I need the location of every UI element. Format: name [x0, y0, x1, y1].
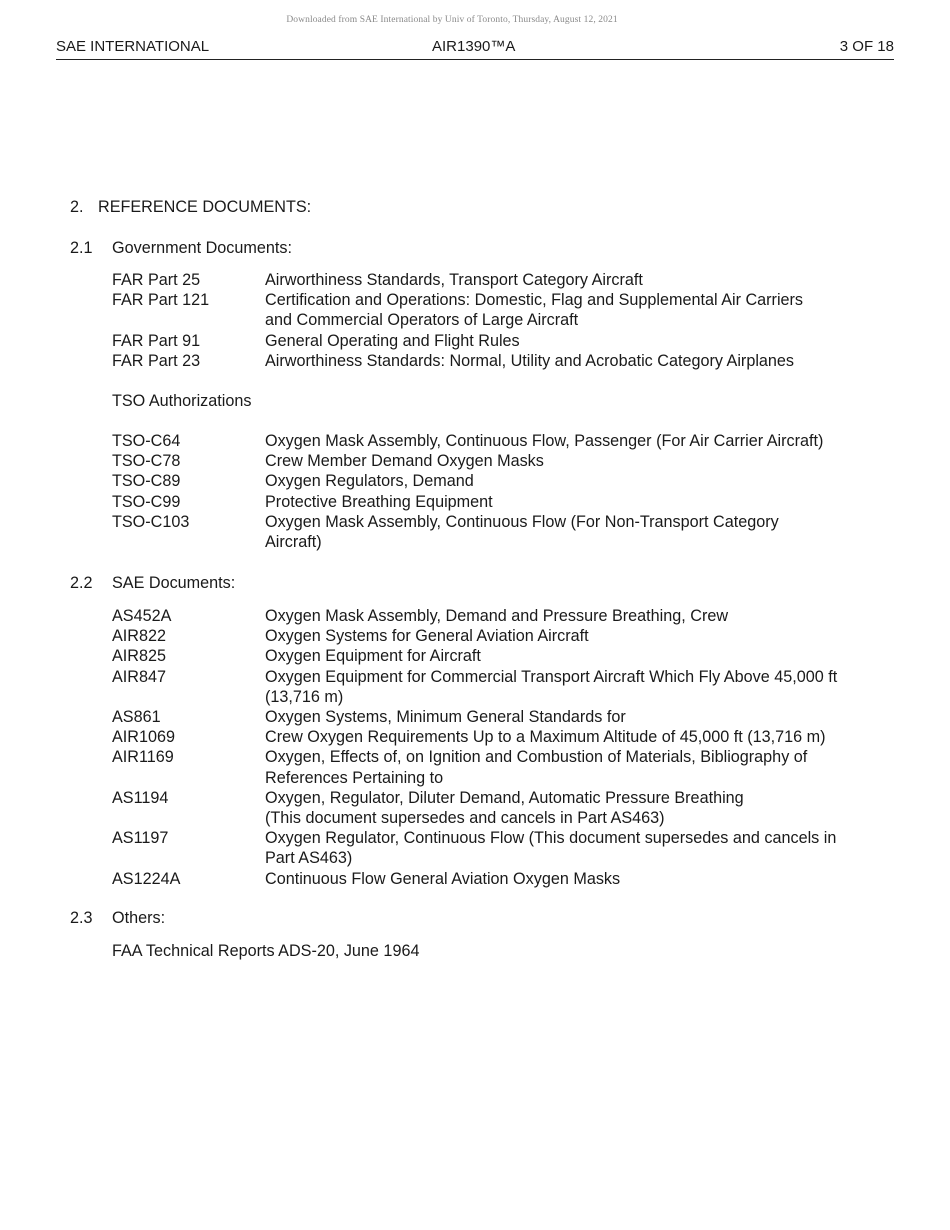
reference-description: Oxygen Mask Assembly, Demand and Pressure Breathing, Crew — [265, 607, 729, 625]
reference-row — [112, 512, 872, 552]
reference-description: Certification and Operations: Domestic, Flag and Supplemental Air Carriers and Commercial Operators of Large Aircraft — [265, 291, 804, 330]
subsection-number: 2.2 — [70, 574, 93, 592]
reference-code: FAR Part 91 — [112, 331, 201, 350]
subsection-title: SAE Documents: — [112, 574, 236, 592]
reference-row — [112, 471, 872, 491]
section-number: 2. — [70, 198, 84, 216]
subsection-number: 2.1 — [70, 239, 93, 257]
reference-code: AIR1169 — [112, 748, 174, 767]
subsection-title: Others: — [112, 909, 166, 927]
reference-code: AS861 — [112, 708, 161, 727]
reference-code: AIR825 — [112, 647, 166, 666]
reference-description: Continuous Flow General Aviation Oxygen Masks — [265, 869, 621, 888]
reference-code: TSO-C99 — [112, 492, 181, 511]
reference-row — [112, 667, 872, 707]
reference-description: Protective Breathing Equipment — [265, 492, 493, 511]
reference-code: FAR Part 25 — [112, 271, 201, 289]
reference-description: Airworthiness Standards, Transport Category Aircraft — [265, 271, 643, 289]
reference-row — [112, 707, 872, 727]
sae-reference-list — [112, 606, 872, 889]
reference-code: AIR1069 — [112, 728, 175, 747]
reference-description: Oxygen, Effects of, on Ignition and Combustion of Materials, Bibliography of References Pertaining to — [265, 748, 808, 787]
reference-row — [112, 270, 872, 290]
reference-code: AIR847 — [112, 667, 166, 686]
reference-row — [112, 646, 872, 666]
reference-description: Oxygen, Regulator, Diluter Demand, Automatic Pressure Breathing (This document supersedes and cancels in Part AS463) — [265, 788, 744, 828]
far-reference-list — [112, 270, 872, 371]
reference-description: Oxygen Mask Assembly, Continuous Flow, Passenger (For Air Carrier Aircraft) — [265, 432, 824, 450]
reference-description: Crew Oxygen Requirements Up to a Maximum Altitude of 45,000 ft (13,716 m) — [265, 728, 826, 747]
reference-code: AS1194 — [112, 788, 169, 807]
section-heading — [70, 198, 311, 217]
reference-description: Crew Member Demand Oxygen Masks — [265, 452, 544, 471]
reference-description: General Operating and Flight Rules — [265, 331, 520, 350]
reference-code: AS452A — [112, 607, 172, 625]
reference-description: Oxygen Equipment for Commercial Transport Aircraft Which Fly Above 45,000 ft (13,716 m) — [265, 667, 838, 706]
reference-row — [112, 451, 872, 471]
reference-description: Oxygen Mask Assembly, Continuous Flow (For Non-Transport Category Aircraft) — [265, 512, 779, 552]
page-header — [56, 38, 894, 60]
reference-row — [112, 290, 872, 330]
header-page-number: 3 OF 18 — [839, 38, 894, 55]
reference-code: FAR Part 121 — [112, 291, 210, 310]
subsection-title: Government Documents: — [112, 239, 292, 257]
reference-code: AS1224A — [112, 869, 181, 888]
reference-code: TSO-C78 — [112, 452, 181, 471]
reference-row — [112, 727, 872, 747]
reference-row — [112, 788, 872, 828]
reference-row — [112, 828, 872, 868]
subsection-number: 2.3 — [70, 909, 93, 927]
others-reference-text: FAA Technical Reports ADS-20, June 1964 — [112, 942, 420, 960]
reference-row — [112, 747, 872, 787]
reference-description: Oxygen Systems, Minimum General Standards for — [265, 708, 626, 727]
download-watermark: Downloaded from SAE International by Univ of Toronto, Thursday, August 12, 2021 — [286, 15, 618, 25]
reference-row — [112, 431, 872, 451]
reference-code: AIR822 — [112, 627, 166, 646]
reference-row — [112, 869, 872, 889]
reference-code: TSO-C103 — [112, 512, 190, 531]
reference-row — [112, 331, 872, 351]
reference-row — [112, 492, 872, 512]
reference-description: Airworthiness Standards: Normal, Utility and Acrobatic Category Airplanes — [265, 351, 795, 370]
reference-description: Oxygen Systems for General Aviation Aircraft — [265, 627, 589, 646]
reference-row — [112, 351, 872, 371]
reference-description: Oxygen Equipment for Aircraft — [265, 647, 481, 666]
header-organization: SAE INTERNATIONAL — [56, 38, 210, 55]
reference-code: TSO-C64 — [112, 432, 181, 450]
reference-row — [112, 606, 872, 626]
reference-description: Oxygen Regulators, Demand — [265, 472, 474, 491]
tso-reference-list — [112, 431, 872, 552]
section-title: REFERENCE DOCUMENTS: — [98, 198, 312, 216]
reference-description: Oxygen Regulator, Continuous Flow (This document supersedes and cancels in Part AS463) — [265, 829, 837, 868]
header-document-id: AIR1390™A — [432, 38, 516, 55]
reference-code: TSO-C89 — [112, 472, 181, 491]
reference-code: FAR Part 23 — [112, 351, 201, 370]
reference-code: AS1197 — [112, 829, 169, 848]
reference-row — [112, 626, 872, 646]
tso-heading: TSO Authorizations — [112, 392, 252, 410]
